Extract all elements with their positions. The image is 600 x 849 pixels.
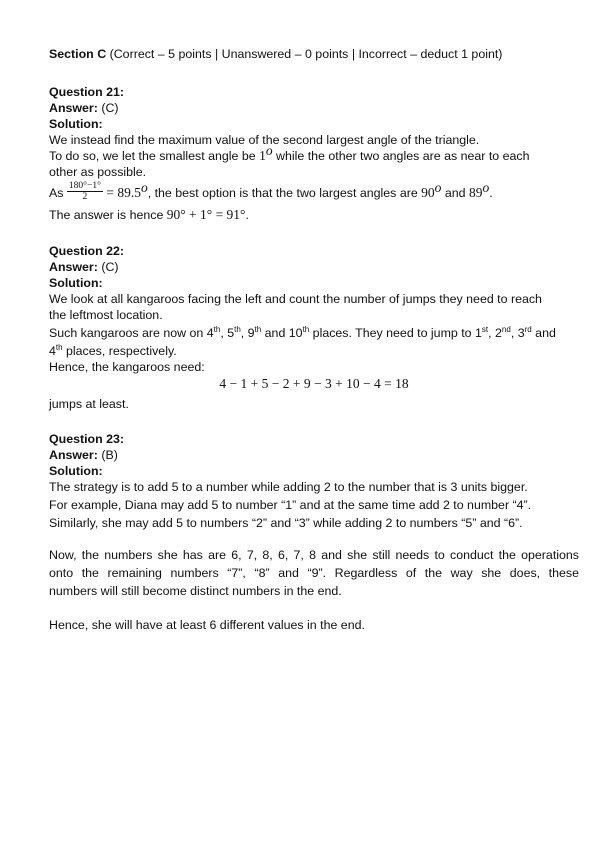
q22-l3d: and 10	[261, 326, 303, 340]
q21-result-math: 90° + 1° = 91°	[166, 207, 246, 222]
q23-line-5: onto the remaining numbers “7”, “8” and “9”. Regardless of the way she does, these	[49, 566, 579, 580]
q21-angle-89-value: 89	[468, 184, 483, 200]
q23-line-2: For example, Diana may add 5 to number “1” and at the same time add 2 to number “4”.	[49, 498, 532, 512]
sup-th: th	[55, 343, 63, 352]
sup-th: th	[213, 325, 221, 334]
q23-line-7: Hence, she will have at least 6 different values in the end.	[49, 618, 365, 632]
q22-l3b: , 5	[220, 326, 235, 340]
q23-line-6: numbers will still become distinct numbers in the end.	[49, 584, 342, 598]
q21-angle-90-value: 90	[421, 184, 435, 200]
q22-heading: Question 22:	[49, 244, 125, 258]
q22-l3c: , 9	[240, 326, 255, 340]
q22-l3e: places. They need to jump to 1	[309, 326, 482, 340]
q22-equation: 4 − 1 + 5 − 2 + 9 − 3 + 10 − 4 = 18	[219, 376, 409, 391]
q22-line-5: Hence, the kangaroos need:	[49, 360, 205, 374]
q22-line-6: jumps at least.	[49, 397, 129, 411]
q21-angle-90: 90$^o$	[421, 179, 442, 200]
q22-line-3	[49, 325, 556, 341]
q23-line-1: The strategy is to add 5 to a number while adding 2 to the number that is 3 units bigger.	[49, 480, 528, 494]
q21-line-1: We instead find the maximum value of the second largest angle of the triangle.	[49, 133, 480, 147]
section-title: Section C	[49, 47, 107, 61]
sup-th: th	[234, 325, 241, 334]
q23-line-4: Now, the numbers she has are 6, 7, 8, 6, 7, 8 and she still needs to conduct the operations	[49, 548, 579, 562]
q22-answer-label: Answer:	[49, 260, 98, 274]
q21-answer-value: (C)	[101, 101, 119, 115]
q21-deg-1: 1$^o$	[259, 143, 273, 163]
q21-line-5a: The answer is hence	[49, 208, 167, 222]
q21-as: As	[49, 185, 64, 200]
q21-line-2a: To do so, we let the smallest angle be	[49, 149, 260, 163]
q21-answer	[49, 100, 119, 116]
q21-heading: Question 21:	[49, 85, 125, 99]
sup-th: th	[302, 325, 310, 334]
q23-solution-label: Solution:	[49, 464, 103, 478]
q21-line-4-end: .	[489, 185, 493, 200]
q21-eq-value: = 89.5	[106, 184, 141, 200]
q22-l4b: places, respectively.	[62, 344, 177, 358]
q21-deg-1-value: 1	[259, 148, 266, 163]
q21-line-5	[49, 207, 249, 223]
q21-angle-89: 89$^o$	[468, 179, 490, 200]
sup-th: th	[254, 325, 262, 334]
section-scoring: (Correct – 5 points | Unanswered – 0 points | Incorrect – deduct 1 point)	[109, 47, 503, 61]
q22-l3a: Such kangaroos are now on 4	[49, 326, 214, 340]
q22-l3f: , 2	[488, 326, 502, 340]
q22-l3h: and	[531, 326, 556, 340]
q22-l4a: 4	[49, 344, 56, 358]
q21-fraction	[67, 181, 103, 202]
q23-answer	[49, 447, 118, 463]
q22-line-1: We look at all kangaroos facing the left and count the number of jumps they need to reach	[49, 292, 542, 306]
sup-rd: rd	[524, 325, 532, 334]
q21-solution-label: Solution:	[49, 117, 103, 131]
q23-heading: Question 23:	[49, 432, 125, 446]
q21-line-5-end: .	[245, 208, 249, 222]
q22-line-4	[49, 343, 177, 359]
q23-answer-label: Answer:	[49, 448, 98, 462]
q21-line-2b: while the other two angles are as near to each	[272, 149, 530, 163]
q22-l3g: , 3	[510, 326, 525, 340]
q21-fraction-denominator: 2	[82, 192, 88, 202]
q22-line-2: the leftmost location.	[49, 308, 163, 322]
section-header	[49, 46, 502, 62]
sup-st: st	[481, 325, 489, 334]
q21-line-2	[49, 143, 530, 164]
q22-solution-label: Solution:	[49, 276, 103, 290]
q21-line-3: other as possible.	[49, 165, 147, 179]
q22-answer	[49, 259, 119, 275]
q21-answer-label: Answer:	[49, 101, 98, 115]
q21-and: and	[441, 185, 469, 200]
q22-answer-value: (C)	[101, 260, 119, 274]
q21-fraction-numerator: 180°−1°	[68, 181, 101, 191]
sup-nd: nd	[501, 325, 511, 334]
q23-line-3: Similarly, she may add 5 to numbers “2” and “3” while adding 2 to numbers “5” and “6”.	[49, 516, 523, 530]
q21-line-4b: , the best option is that the two largest angles are	[147, 185, 422, 200]
q23-answer-value: (B)	[101, 448, 118, 462]
q21-eq: = $89.5^o$	[106, 179, 148, 200]
q21-line-4	[49, 179, 493, 204]
